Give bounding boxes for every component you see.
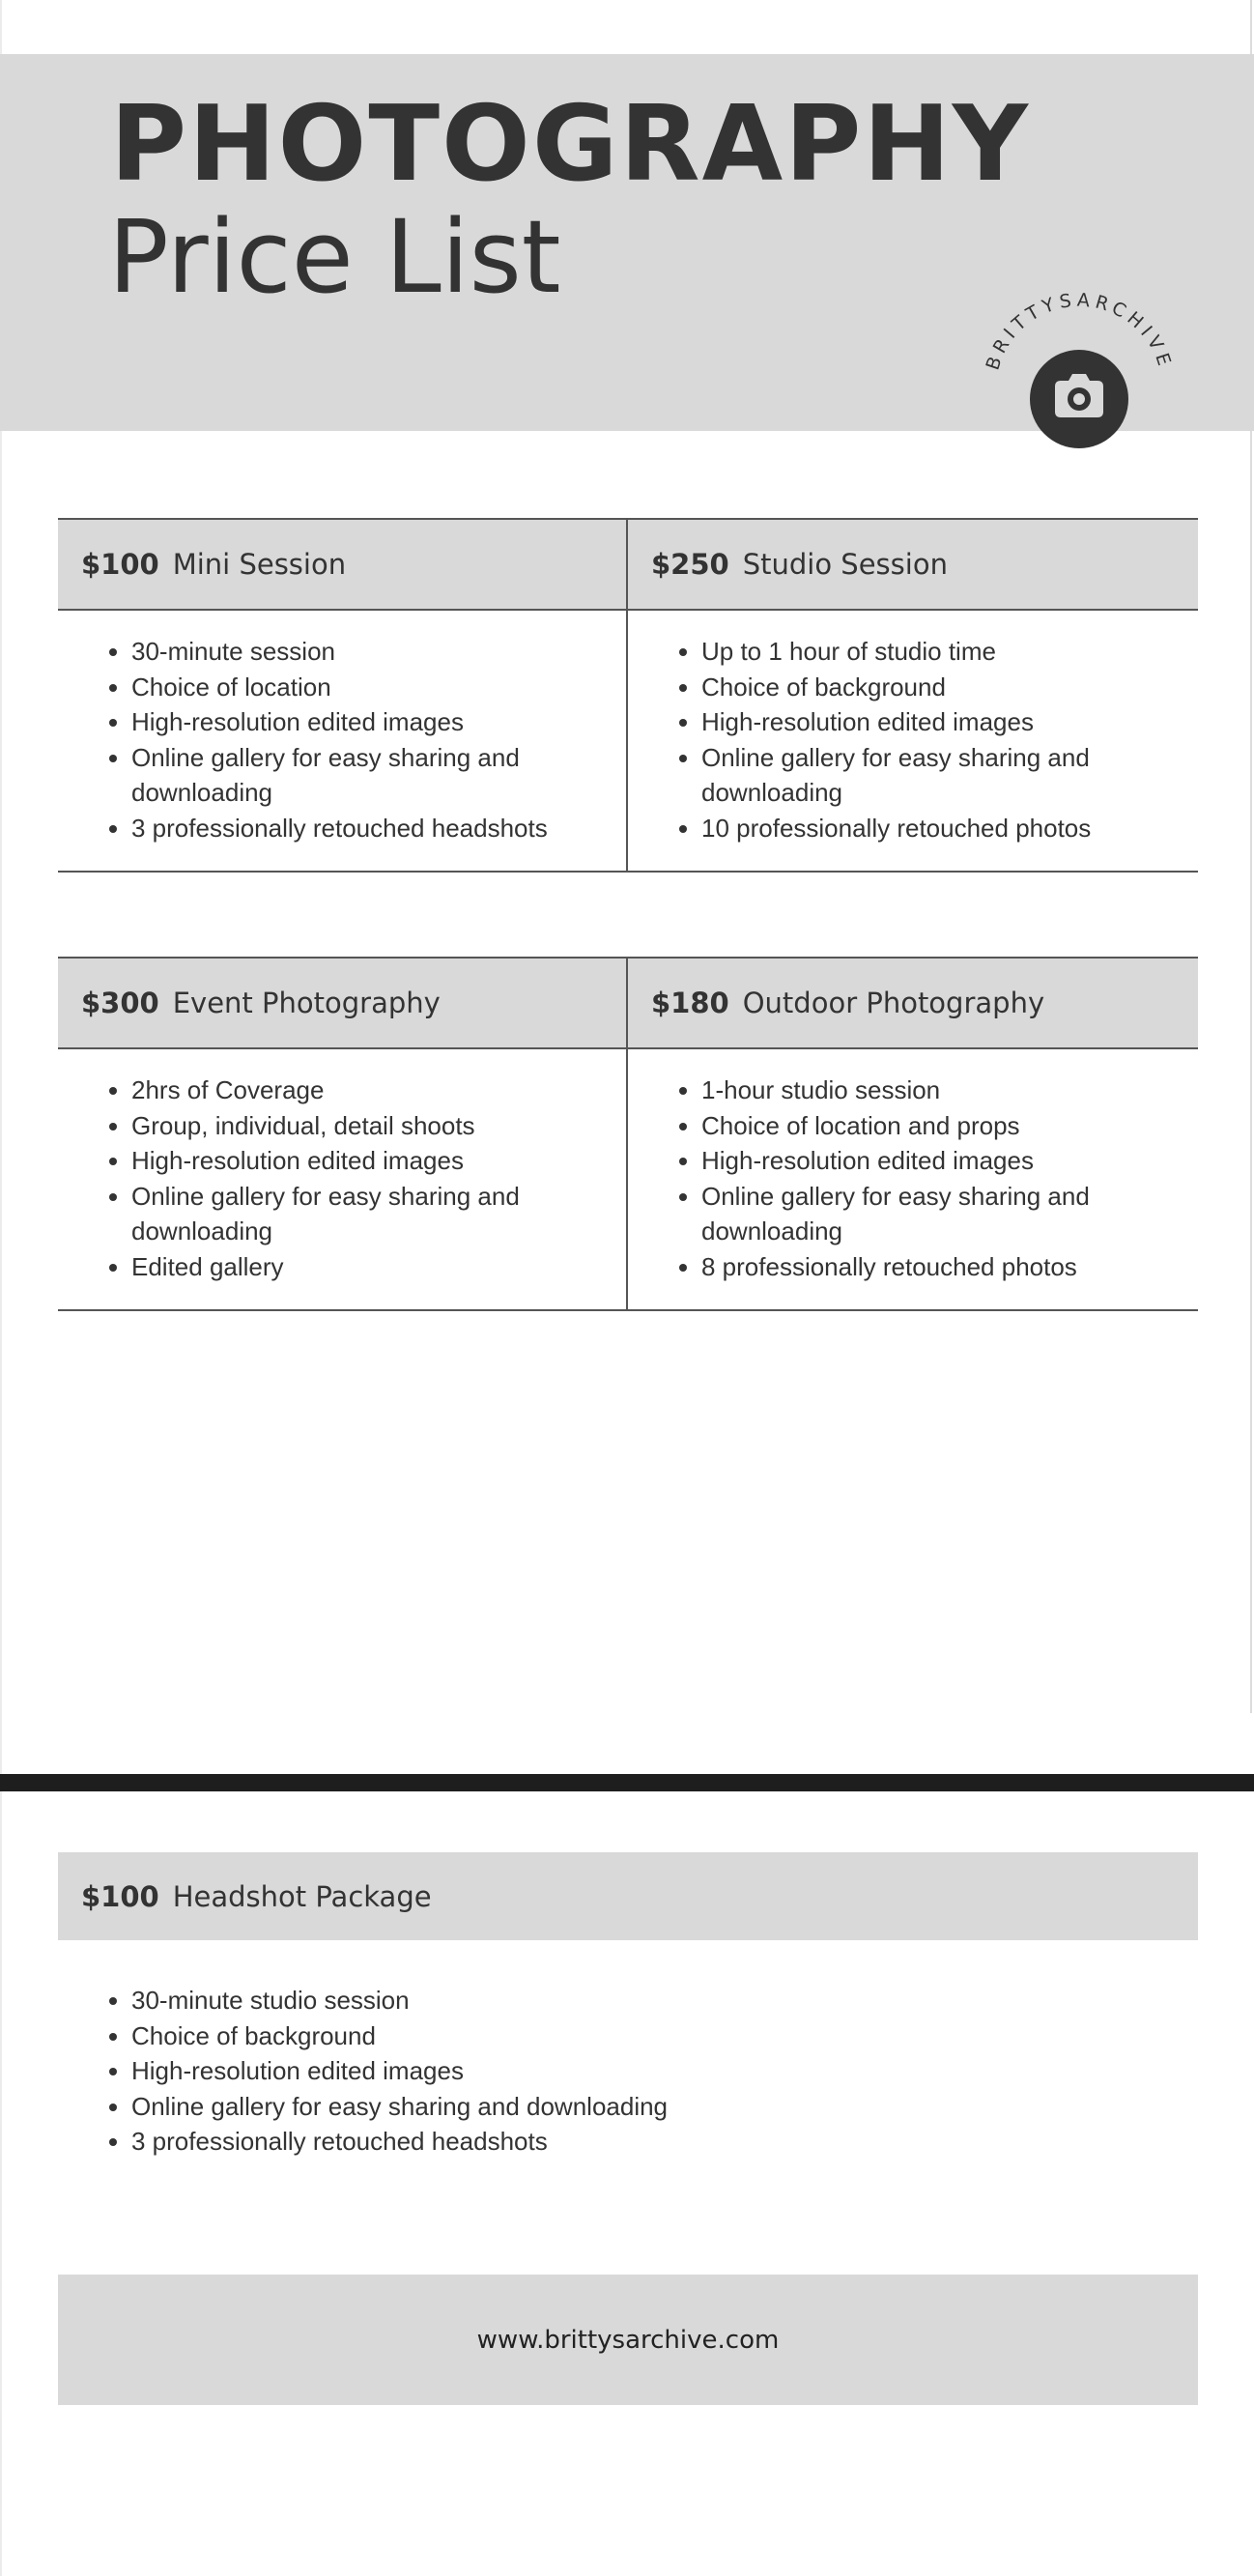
feature-item: • High-resolution edited images — [131, 2053, 668, 2089]
feature-item: • 8 professionally retouched photos — [701, 1249, 1155, 1285]
feature-item: • Up to 1 hour of studio time — [701, 634, 1155, 670]
package-name: Studio Session — [742, 548, 948, 581]
feature-item: • 30-minute studio session — [131, 1983, 668, 2018]
feature-item: • 10 professionally retouched photos — [701, 811, 1155, 846]
feature-list — [58, 1983, 668, 2160]
package-price: $300 — [81, 987, 159, 1019]
feature-item: • Edited gallery — [131, 1249, 585, 1285]
feature-item: • High-resolution edited images — [131, 1143, 585, 1179]
page-divider — [0, 1774, 1254, 1791]
header-banner — [0, 54, 1254, 431]
page-subtitle: Price List — [108, 198, 561, 316]
camera-icon — [1030, 350, 1128, 448]
package-name: Mini Session — [172, 548, 347, 581]
feature-item: • 30-minute session — [131, 634, 585, 670]
website-link[interactable]: www.brittysarchive.com — [476, 2325, 780, 2355]
feature-item: • Group, individual, detail shoots — [131, 1108, 585, 1144]
package-header — [58, 520, 626, 611]
feature-item: • 1-hour studio session — [701, 1073, 1155, 1108]
feature-list — [628, 611, 1155, 845]
feature-item: • Online gallery for easy sharing and downloading — [701, 1179, 1155, 1249]
feature-item: • Choice of background — [701, 670, 1155, 705]
package-header — [628, 520, 1198, 611]
feature-item: • Choice of background — [131, 2018, 668, 2054]
package-header — [58, 959, 626, 1049]
package-card-mini-session — [58, 520, 628, 871]
package-price: $180 — [651, 987, 729, 1019]
feature-item: • Choice of location — [131, 670, 585, 705]
feature-item: • 2hrs of Coverage — [131, 1073, 585, 1108]
price-table — [58, 518, 1198, 873]
feature-list — [58, 1049, 585, 1284]
package-name: Headshot Package — [172, 1879, 432, 1913]
package-price: $250 — [651, 548, 729, 581]
headshot-package-header — [58, 1852, 1198, 1940]
feature-list — [58, 611, 585, 845]
footer-bar — [58, 2275, 1198, 2405]
feature-item: • Online gallery for easy sharing and downloading — [701, 740, 1155, 811]
price-table — [58, 957, 1198, 1311]
package-price: $100 — [81, 548, 159, 581]
package-price: $100 — [81, 1879, 159, 1913]
headshot-package-card — [58, 1983, 668, 2160]
package-card-studio-session — [628, 520, 1198, 871]
feature-item: • Online gallery for easy sharing and downloading — [131, 740, 585, 811]
feature-item: • Online gallery for easy sharing and downloading — [131, 1179, 585, 1249]
feature-item: • 3 professionally retouched headshots — [131, 2124, 668, 2160]
package-name: Event Photography — [172, 987, 441, 1019]
logo-text: BRITTYSARCHIVE — [982, 289, 1177, 373]
package-header — [628, 959, 1198, 1049]
feature-item: • High-resolution edited images — [131, 704, 585, 740]
page-title: PHOTOGRAPHY — [110, 84, 1030, 205]
feature-list — [628, 1049, 1155, 1284]
package-card-outdoor-photography — [628, 959, 1198, 1309]
feature-item: • High-resolution edited images — [701, 704, 1155, 740]
feature-item: • 3 professionally retouched headshots — [131, 811, 585, 846]
feature-item: • Choice of location and props — [701, 1108, 1155, 1144]
package-card-event-photography — [58, 959, 628, 1309]
feature-item: • High-resolution edited images — [701, 1143, 1155, 1179]
package-name: Outdoor Photography — [742, 987, 1045, 1019]
feature-item: • Online gallery for easy sharing and downloading — [131, 2089, 668, 2125]
brand-logo — [976, 247, 1183, 455]
